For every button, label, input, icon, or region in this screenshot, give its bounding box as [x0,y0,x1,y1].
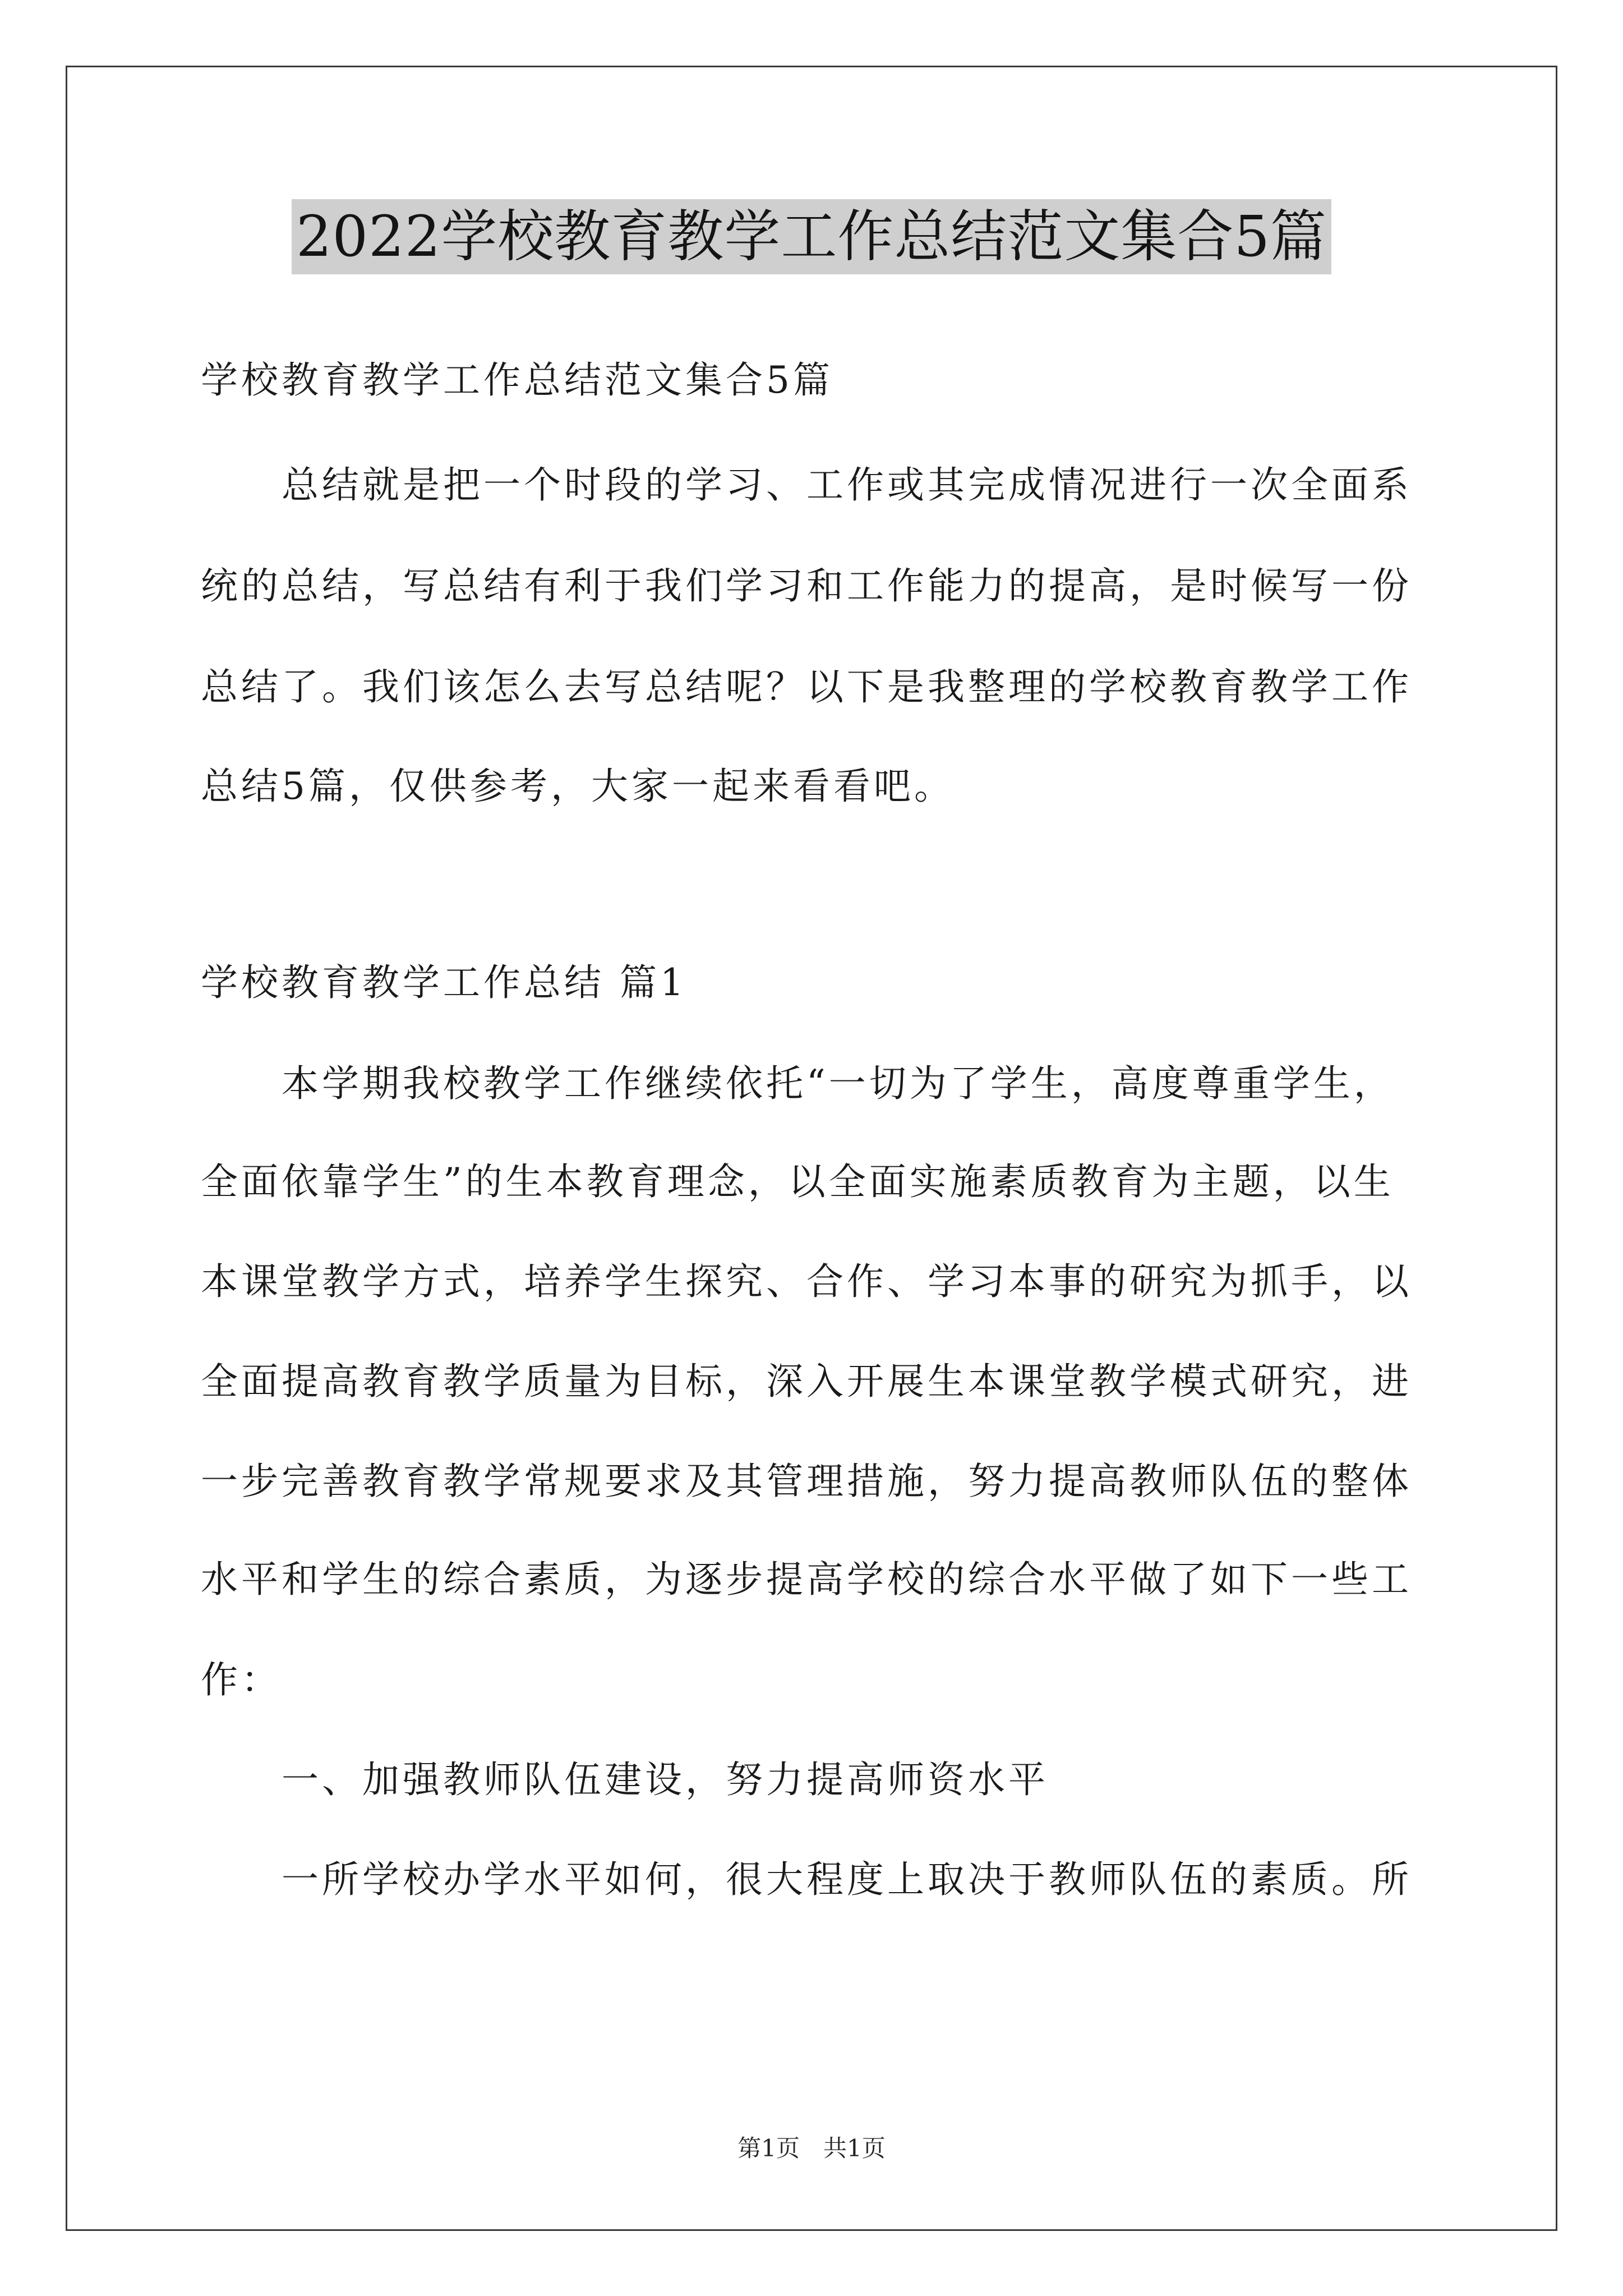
paragraph-line: 全面依靠学生”的生本教育理念，以全面实施素质教育为主题，以生 [201,1160,1394,1203]
paragraph-line: 作： [201,1658,282,1701]
paragraph-line: 一步完善教育教学常规要求及其管理措施，努力提高教师队伍的整体 [201,1460,1412,1503]
section-heading: 学校教育教学工作总结 篇1 [201,961,687,1004]
title-container [0,199,1623,274]
paragraph-line: 总结就是把一个时段的学习、工作或其完成情况进行一次全面系 [201,463,1412,507]
paragraph-line: 全面提高教育教学质量为目标，深入开展生本课堂教学模式研究，进 [201,1360,1412,1403]
paragraph-line: 总结5篇，仅供参考，大家一起来看看吧。 [201,765,955,808]
paragraph-line: 本学期我校教学工作继续依托“一切为了学生，高度尊重学生， [201,1062,1394,1105]
page-footer [0,2132,1623,2165]
page-number-label: 第1页 共1页 [737,2134,886,2162]
document-title: 2022学校教育教学工作总结范文集合5篇 [292,199,1331,274]
paragraph-line: 统的总结，写总结有利于我们学习和工作能力的提高，是时候写一份 [201,564,1412,608]
paragraph-line: 一所学校办学水平如何，很大程度上取决于教师队伍的素质。所 [201,1858,1412,1901]
subsection-heading: 一、加强教师队伍建设，努力提高师资水平 [201,1758,1049,1801]
document-subtitle: 学校教育教学工作总结范文集合5篇 [201,358,833,402]
paragraph-line: 本课堂教学方式，培养学生探究、合作、学习本事的研究为抓手，以 [201,1260,1412,1303]
paragraph-line: 水平和学生的综合素质，为逐步提高学校的综合水平做了如下一些工 [201,1558,1412,1601]
paragraph-line: 总结了。我们该怎么去写总结呢？以下是我整理的学校教育教学工作 [201,665,1412,708]
